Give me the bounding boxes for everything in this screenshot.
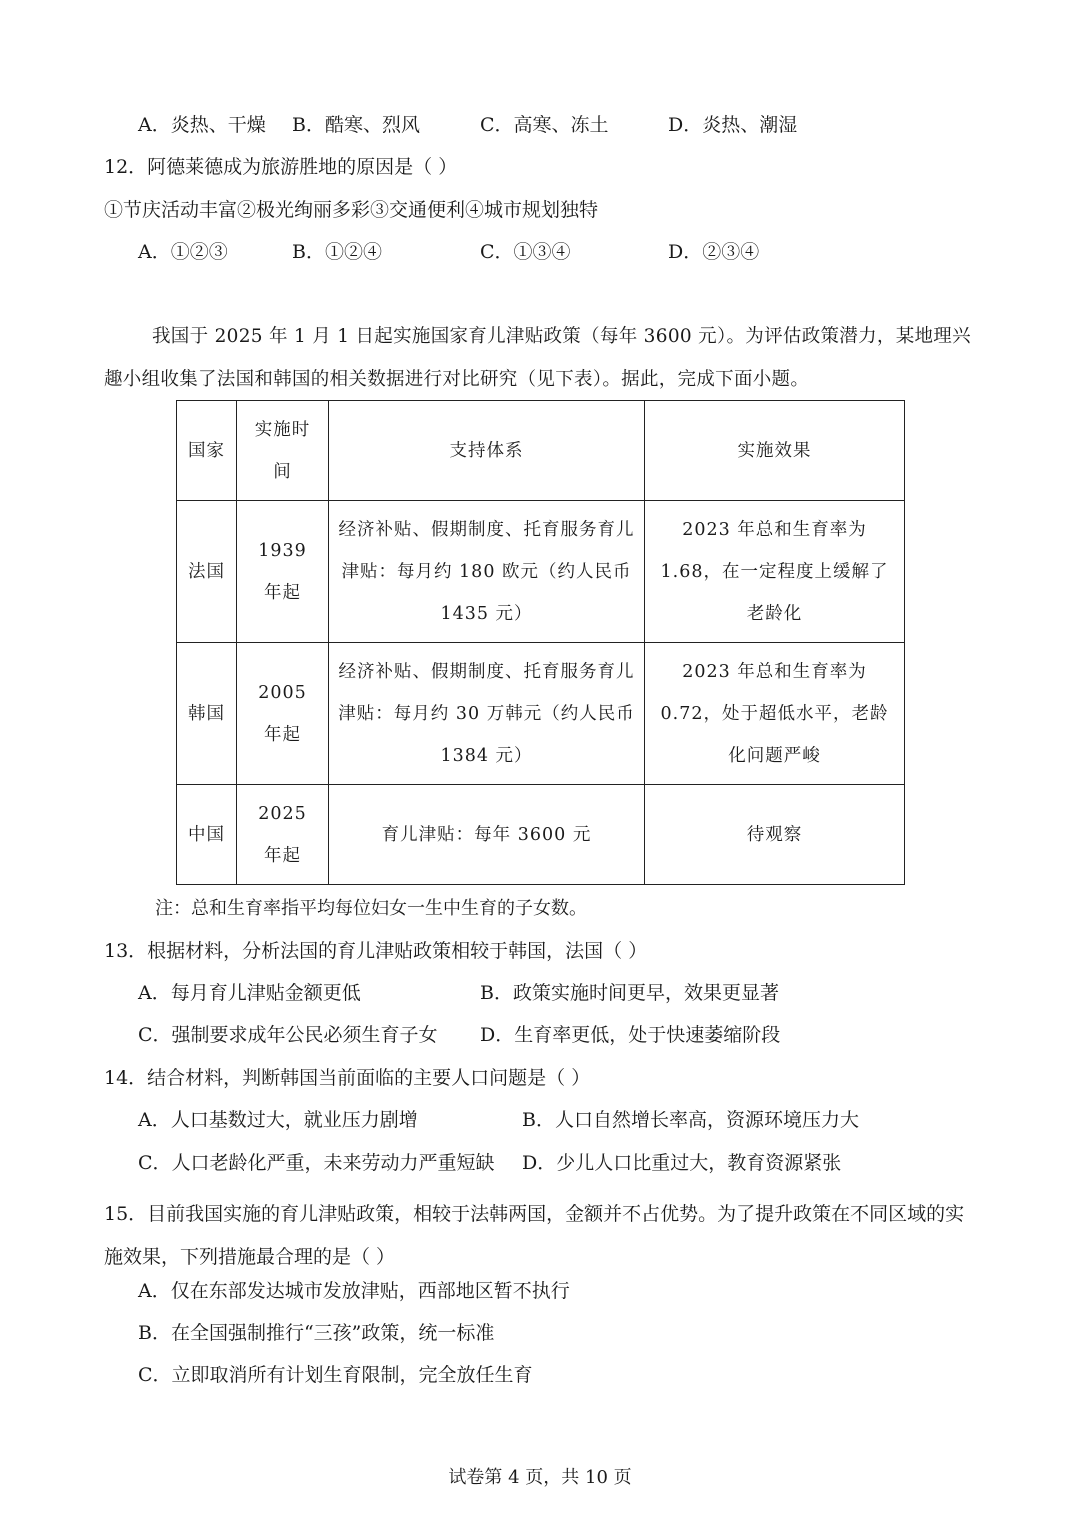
table-row-korea [177,643,905,785]
q13-option-b: B．政策实施时间更早，效果更显著 [480,982,779,1004]
cell-support: 经济补贴、假期制度、托育服务育儿津贴：每月约 180 欧元（约人民币 1435 元） [329,501,645,643]
q14-option-d: D．少儿人口比重过大，教育资源紧张 [522,1152,842,1174]
q14-option-c: C．人口老龄化严重，未来劳动力严重短缺 [138,1152,495,1174]
q12-statements: ①节庆活动丰富②极光绚丽多彩③交通便利④城市规划独特 [104,199,599,221]
table-note: 注：总和生育率指平均每位妇女一生中生育的子女数。 [155,898,587,919]
cell-country: 韩国 [177,643,237,785]
q14-option-b: B．人口自然增长率高，资源环境压力大 [522,1109,859,1131]
q12-option-a: A．①②③ [138,241,228,263]
page-footer: 试卷第 4 页，共 10 页 [448,1467,632,1488]
q11-option-a: A．炎热、干燥 [138,114,266,136]
header-country: 国家 [177,401,237,501]
cell-country: 中国 [177,785,237,885]
cell-effect: 待观察 [645,785,905,885]
cell-effect: 2023 年总和生育率为 0.72，处于超低水平，老龄化问题严峻 [645,643,905,785]
q13-option-d: D．生育率更低，处于快速萎缩阶段 [480,1024,781,1046]
q12-option-c: C．①③④ [480,241,571,263]
material-intro: 我国于 2025 年 1 月 1 日起实施国家育儿津贴政策（每年 3600 元）。为评估政策潜力，某地理兴趣小组收集了法国和韩国的相关数据进行对比研究（见下表）。据此，完成下面小题。 [104,326,971,390]
cell-time: 1939 年起 [237,501,329,643]
header-effect: 实施效果 [645,401,905,501]
header-time: 实施时间 [237,401,329,501]
cell-support: 经济补贴、假期制度、托育服务育儿津贴：每月约 30 万韩元（约人民币 1384 元） [329,643,645,785]
q13-option-c: C．强制要求成年公民必须生育子女 [138,1024,438,1046]
q12-stem: 12．阿德莱德成为旅游胜地的原因是（ ） [104,156,458,178]
q15-option-b: B．在全国强制推行“三孩”政策，统一标准 [138,1322,495,1344]
q14-option-a: A．人口基数过大，就业压力剧增 [138,1109,418,1131]
q14-stem: 14．结合材料，判断韩国当前面临的主要人口问题是（ ） [104,1067,591,1089]
q15-stem: 15．目前我国实施的育儿津贴政策，相较于法韩两国，金额并不占优势。为了提升政策在不同区域的实施效果，下列措施最合理的是（ ） [104,1203,965,1268]
q15-option-a: A．仅在东部发达城市发放津贴，西部地区暂不执行 [138,1280,570,1302]
header-support: 支持体系 [329,401,645,501]
cell-effect: 2023 年总和生育率为 1.68，在一定程度上缓解了老龄化 [645,501,905,643]
q13-stem: 13．根据材料，分析法国的育儿津贴政策相较于韩国，法国（ ） [104,940,648,962]
table-row-china [177,785,905,885]
q11-option-c: C．高寒、冻土 [480,114,609,136]
cell-support: 育儿津贴：每年 3600 元 [329,785,645,885]
q11-option-b: B．酷寒、烈风 [292,114,420,136]
table-header-row [177,401,905,501]
q11-option-d: D．炎热、潮湿 [668,114,798,136]
cell-country: 法国 [177,501,237,643]
q15-option-c: C．立即取消所有计划生育限制，完全放任生育 [138,1364,533,1386]
cell-time: 2005 年起 [237,643,329,785]
q13-option-a: A．每月育儿津贴金额更低 [138,982,361,1004]
q12-option-d: D．②③④ [668,241,760,263]
table-row-france [177,501,905,643]
q12-option-b: B．①②④ [292,241,382,263]
policy-comparison-table [176,400,905,885]
cell-time: 2025 年起 [237,785,329,885]
